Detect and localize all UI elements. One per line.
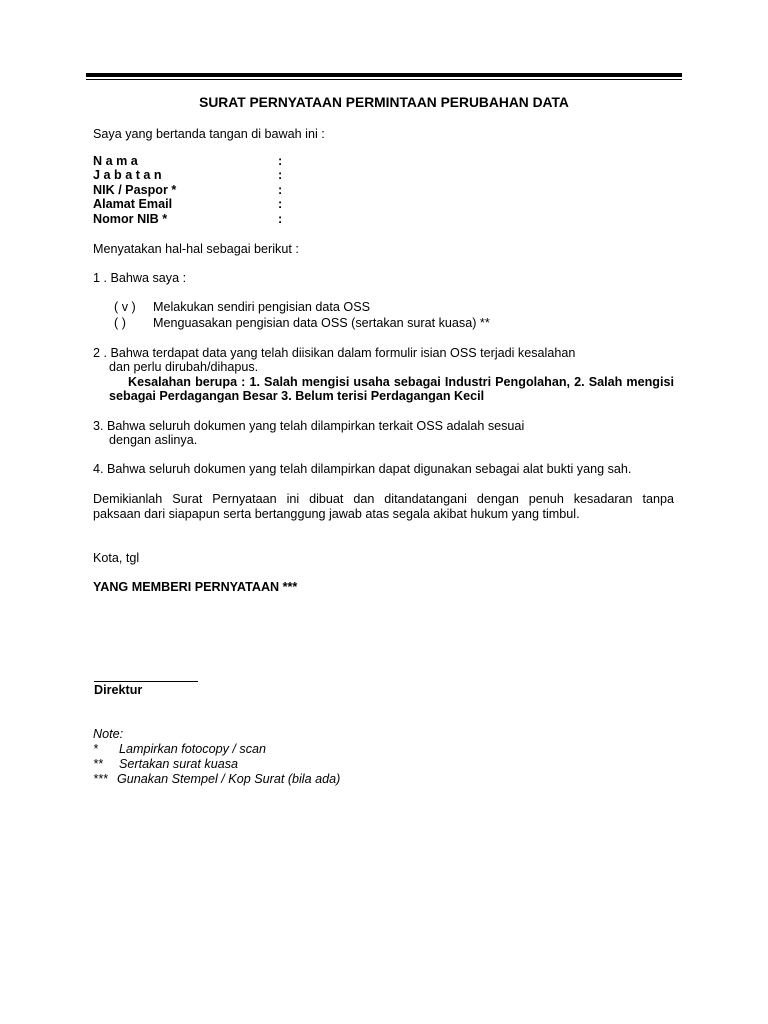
field-colon: :	[278, 183, 283, 197]
note-text: Lampirkan fotocopy / scan	[119, 742, 267, 756]
closing-line: Demikianlah Surat Pernyataan ini dibuat dan ditandatangani dengan penuh kesadaran tanpa	[93, 492, 674, 506]
item2-line: dan perlu dirubah/dihapus.	[109, 360, 259, 374]
intro-text: Saya yang bertanda tangan di bawah ini :	[93, 127, 325, 141]
item2-error-description: Kesalahan berupa : 1. Salah mengisi usaha sebagai Industri Pengolahan, 2. Salah mengisi	[128, 375, 674, 389]
note-mark: *	[93, 742, 98, 756]
field-label-nik: NIK / Paspor *	[93, 183, 177, 197]
field-label-email: Alamat Email	[93, 197, 173, 211]
field-label-jabatan: J a b a t a n	[93, 168, 162, 182]
item3-line: dengan aslinya.	[109, 433, 198, 447]
item4-line: 4. Bahwa seluruh dokumen yang telah dilampirkan dapat digunakan sebagai alat bukti yang sah.	[93, 462, 632, 476]
signature-line	[94, 681, 198, 682]
header-rule-thick	[86, 73, 682, 77]
item2-line: 2 . Bahwa terdapat data yang telah diisikan dalam formulir isian OSS terjadi kesalahan	[93, 346, 576, 360]
note-text: Sertakan surat kuasa	[119, 757, 239, 771]
note-heading: Note:	[93, 727, 124, 741]
note-text: Gunakan Stempel / Kop Surat (bila ada)	[117, 772, 341, 786]
field-colon: :	[278, 212, 283, 226]
option-label: Menguasakan pengisian data OSS (sertakan surat kuasa) **	[153, 316, 490, 330]
option-checkbox-empty: ( )	[114, 316, 126, 330]
field-label-nama: N a m a	[93, 154, 138, 168]
closing-line: paksaan dari siapapun serta bertanggung jawab atas segala akibat hukum yang timbul.	[93, 507, 580, 521]
place-date: Kota, tgl	[93, 551, 140, 565]
note-mark: **	[93, 757, 103, 771]
field-colon: :	[278, 168, 283, 182]
note-mark: ***	[93, 772, 108, 786]
declaration-intro: Menyatakan hal-hal sebagai berikut :	[93, 242, 299, 256]
field-label-nib: Nomor NIB *	[93, 212, 168, 226]
item2-error-description: sebagai Perdagangan Besar 3. Belum terisi Perdagangan Kecil	[109, 389, 485, 403]
document-title: SURAT PERNYATAAN PERMINTAAN PERUBAHAN DATA	[199, 95, 569, 110]
option-label: Melakukan sendiri pengisian data OSS	[153, 300, 371, 314]
signatory-title: Direktur	[94, 683, 143, 697]
field-colon: :	[278, 197, 283, 211]
item3-line: 3. Bahwa seluruh dokumen yang telah dilampirkan terkait OSS adalah sesuai	[93, 419, 525, 433]
option-checkbox-checked: ( v )	[114, 300, 136, 314]
item1-text: 1 . Bahwa saya :	[93, 271, 187, 285]
header-rule-thin	[86, 79, 682, 80]
field-colon: :	[278, 154, 283, 168]
signatory-heading: YANG MEMBERI PERNYATAAN ***	[93, 580, 298, 594]
